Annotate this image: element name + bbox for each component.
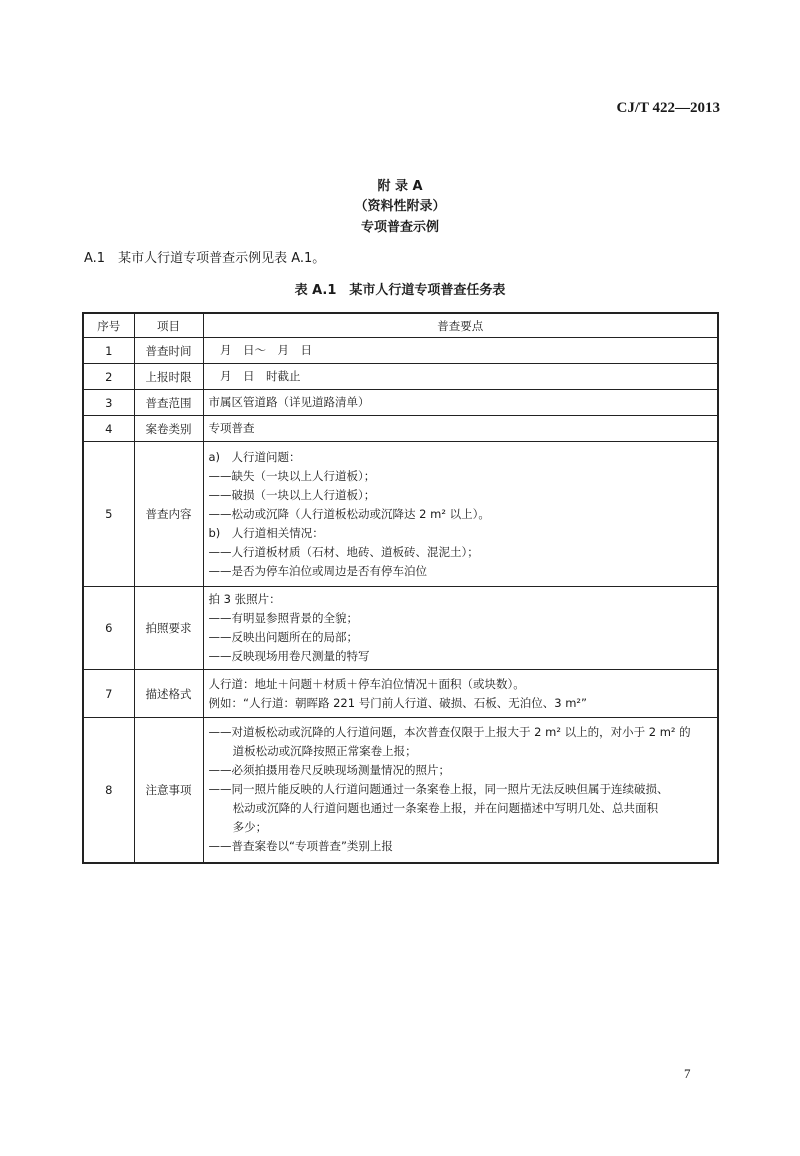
content-line: ——普查案卷以“专项普查”类别上报 <box>208 839 393 854</box>
content-line: 松动或沉降的人行道问题也通过一条案卷上报，并在问题描述中写明几处、总共面积 <box>232 801 659 816</box>
content-line: 月 日～ 月 日 <box>208 343 312 357</box>
survey-task-table <box>82 312 719 864</box>
appendix-subtitle: （资料性附录） <box>354 199 446 214</box>
table-header-row <box>83 313 718 338</box>
row-number: 7 <box>83 670 134 718</box>
row-number: 1 <box>83 338 134 364</box>
row-number: 5 <box>83 442 134 587</box>
table-row <box>83 587 718 670</box>
header-points: 普查要点 <box>203 313 718 338</box>
row-item: 上报时限 <box>134 364 203 390</box>
row-content <box>203 442 718 587</box>
content-line: 月 日 时截止 <box>208 369 301 383</box>
table-caption: 表 A.1 某市人行道专项普查任务表 <box>294 283 506 298</box>
row-content <box>203 718 718 863</box>
content-line: 专项普查 <box>208 421 255 435</box>
table-row <box>83 416 718 442</box>
row-number: 4 <box>83 416 134 442</box>
row-item: 普查时间 <box>134 338 203 364</box>
row-content <box>203 670 718 718</box>
table-row <box>83 390 718 416</box>
table-row <box>83 338 718 364</box>
row-content <box>203 364 718 390</box>
appendix-title: 附 录 A <box>377 179 423 194</box>
row-item: 普查范围 <box>134 390 203 416</box>
row-content <box>203 338 718 364</box>
row-number: 8 <box>83 718 134 863</box>
header-no: 序号 <box>83 313 134 338</box>
content-line: 例如：“人行道：朝晖路 221 号门前人行道、破损、石板、无泊位、3 m²” <box>208 695 587 710</box>
content-line: ——缺失（一块以上人行道板）； <box>208 468 376 483</box>
row-content <box>203 416 718 442</box>
content-line: ——是否为停车泊位或周边是否有停车泊位 <box>208 563 427 578</box>
content-line: ——必须拍摄用卷尺反映现场测量情况的照片； <box>208 763 450 778</box>
content-line: 人行道：地址＋问题＋材质＋停车泊位情况＋面积（或块数）。 <box>208 676 525 691</box>
intro-paragraph: A.1 某市人行道专项普查示例见表 A.1。 <box>84 251 326 266</box>
content-line: ——破损（一块以上人行道板）； <box>208 487 376 502</box>
standard-code: CJ/T 422—2013 <box>616 100 720 116</box>
row-number: 2 <box>83 364 134 390</box>
page-number: 7 <box>684 1066 691 1081</box>
row-item: 注意事项 <box>134 718 203 863</box>
content-line: b) 人行道相关情况： <box>208 525 324 540</box>
content-line: ——对道板松动或沉降的人行道问题，本次普查仅限于上报大于 2 m² 以上的，对小于 2 m² 的 <box>208 725 691 740</box>
table-row <box>83 718 718 863</box>
content-line: 道板松动或沉降按照正常案卷上报； <box>232 744 417 759</box>
content-line: 多少； <box>232 820 268 835</box>
table-row <box>83 670 718 718</box>
row-content <box>203 587 718 670</box>
row-content <box>203 390 718 416</box>
row-number: 6 <box>83 587 134 670</box>
appendix-name: 专项普查示例 <box>360 220 439 235</box>
row-item: 案卷类别 <box>134 416 203 442</box>
row-item: 描述格式 <box>134 670 203 718</box>
content-line: ——同一照片能反映的人行道问题通过一条案卷上报，同一照片无法反映但属于连续破损、 <box>208 782 669 797</box>
content-line: a) 人行道问题： <box>208 449 301 464</box>
table-row <box>83 364 718 390</box>
content-line: ——反映现场用卷尺测量的特写 <box>208 649 370 663</box>
row-number: 3 <box>83 390 134 416</box>
content-line: 拍 3 张照片： <box>208 592 281 606</box>
table-row <box>83 442 718 587</box>
header-item: 项目 <box>134 313 203 338</box>
content-line: ——松动或沉降（人行道板松动或沉降达 2 m² 以上）。 <box>208 506 490 521</box>
row-item: 拍照要求 <box>134 587 203 670</box>
content-line: ——反映出问题所在的局部； <box>208 630 358 644</box>
row-item: 普查内容 <box>134 442 203 587</box>
content-line: ——人行道板材质（石材、地砖、道板砖、混泥土）； <box>208 544 479 559</box>
content-line: ——有明显参照背景的全貌； <box>208 611 358 625</box>
content-line: 市属区管道路（详见道路清单） <box>208 395 370 409</box>
